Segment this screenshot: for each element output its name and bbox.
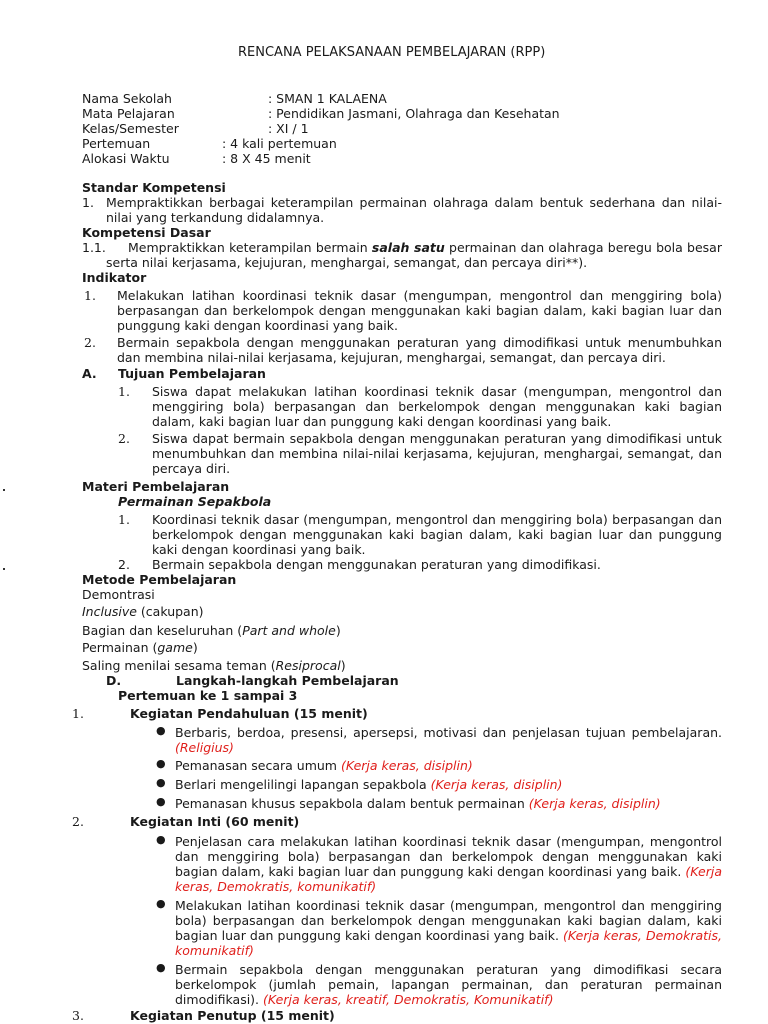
section-letter-d: D. bbox=[106, 673, 122, 688]
bullet-icon: ● bbox=[156, 724, 166, 737]
identity-value: : Pendidikan Jasmani, Olahraga dan Kesehatan bbox=[268, 106, 560, 121]
identity-label: Pertemuan bbox=[82, 136, 151, 151]
bullet-icon: ● bbox=[156, 757, 166, 770]
metode-item-italic: Inclusive bbox=[82, 604, 137, 619]
identity-label: Kelas/Semester bbox=[82, 121, 179, 136]
margin-mark bbox=[3, 489, 5, 491]
section-heading-indikator: Indikator bbox=[82, 270, 147, 285]
value-tag: (Kerja keras, kreatif, Demokratis, Komunikatif) bbox=[263, 992, 554, 1007]
kegiatan-heading-pendahuluan: Kegiatan Pendahuluan (15 menit) bbox=[130, 706, 368, 721]
kegiatan-number: 2. bbox=[72, 814, 84, 829]
inti-item-text: Melakukan latihan koordinasi teknik dasar (mengumpan, mengontrol dan menggiring bola) berpasangan dan berkelompok dengan menggunakan kaki bagian dalam, kaki bagian luar dan punggung kaki dengan koordinasi yang baik. bbox=[175, 898, 722, 943]
metode-item bbox=[82, 640, 198, 655]
section-heading-sk: Standar Kompetensi bbox=[82, 180, 226, 195]
value-tag: (Kerja keras, Demokratis, komunikatif) bbox=[175, 928, 722, 958]
value-tag: (Religius) bbox=[175, 740, 234, 755]
metode-item-text: ) bbox=[340, 658, 346, 673]
kegiatan-number: 1. bbox=[72, 706, 84, 721]
bullet-icon: ● bbox=[156, 961, 166, 974]
identity-value: : XI / 1 bbox=[268, 121, 309, 136]
pertemuan-heading: Pertemuan ke 1 sampai 3 bbox=[118, 688, 298, 703]
metode-item bbox=[82, 623, 341, 638]
section-heading-tujuan: Tujuan Pembelajaran bbox=[118, 366, 266, 381]
pendahuluan-item-text: Berlari mengelilingi lapangan sepakbola bbox=[175, 777, 431, 792]
kegiatan-number: 3. bbox=[72, 1008, 84, 1023]
kd-text-pre: Mempraktikkan keterampilan bermain bbox=[128, 240, 372, 255]
metode-item-italic: game bbox=[157, 640, 193, 655]
inti-item-text: Bermain sepakbola dengan menggunakan peraturan yang dimodifikasi secara berkelompok (jumlah pemain, lapangan permainan, dan peraturan permainan dimodifikasi). bbox=[175, 962, 722, 1007]
metode-item-text: ) bbox=[192, 640, 198, 655]
section-heading-langkah: Langkah-langkah Pembelajaran bbox=[176, 673, 399, 688]
section-heading-materi: Materi Pembelajaran bbox=[82, 479, 230, 494]
value-tag: (Kerja keras, disiplin) bbox=[430, 777, 563, 792]
identity-value: : SMAN 1 KALAENA bbox=[268, 91, 387, 106]
tujuan-number: 2. bbox=[118, 431, 130, 446]
sk-text: Mempraktikkan berbagai keterampilan permainan olahraga dalam bentuk sederhana dan nilai-nilai yang terkandung didalamnya. bbox=[106, 195, 722, 225]
pendahuluan-item bbox=[175, 725, 722, 755]
kd-text bbox=[106, 240, 722, 270]
kd-number: 1.1. bbox=[82, 240, 106, 255]
margin-mark bbox=[3, 568, 5, 570]
pendahuluan-item bbox=[175, 777, 562, 792]
metode-item-italic: Resiprocal bbox=[275, 658, 341, 673]
bullet-icon: ● bbox=[156, 776, 166, 789]
section-letter-a: A. bbox=[82, 366, 97, 381]
metode-item bbox=[82, 658, 346, 673]
inti-item bbox=[175, 962, 722, 1007]
kd-text-emphasis: salah satu bbox=[371, 240, 445, 255]
identity-value: : 8 X 45 menit bbox=[222, 151, 311, 166]
metode-item-text: Saling menilai sesama teman ( bbox=[82, 658, 276, 673]
tujuan-number: 1. bbox=[118, 384, 130, 399]
section-heading-metode: Metode Pembelajaran bbox=[82, 572, 237, 587]
materi-number: 1. bbox=[118, 512, 130, 527]
bullet-icon: ● bbox=[156, 833, 166, 846]
pendahuluan-item bbox=[175, 796, 661, 811]
indikator-text: Bermain sepakbola dengan menggunakan peraturan yang dimodifikasi untuk menumbuhkan dan membina nilai-nilai kerjasama, kejujuran, menghargai, semangat, dan percaya diri. bbox=[117, 335, 722, 365]
pendahuluan-item-text: Pemanasan khusus sepakbola dalam bentuk permainan bbox=[175, 796, 529, 811]
value-tag: (Kerja keras, disiplin) bbox=[528, 796, 661, 811]
pendahuluan-item-text: Berbaris, berdoa, presensi, apersepsi, motivasi dan penjelasan tujuan pembelajaran. bbox=[175, 725, 722, 740]
metode-item-text: ) bbox=[335, 623, 341, 638]
materi-text: Bermain sepakbola dengan menggunakan peraturan yang dimodifikasi. bbox=[152, 557, 601, 572]
value-tag: (Kerja keras, disiplin) bbox=[340, 758, 473, 773]
inti-item-text: Penjelasan cara melakukan latihan koordinasi teknik dasar (mengumpan, mengontrol dan menggiring bola) berpasangan dan berkelompok dengan menggunakan kaki bagian dalam, kaki bagian luar dan punggung kaki dengan koordinasi yang baik. bbox=[175, 834, 722, 879]
value-tag: (Kerja keras, Demokratis, komunikatif) bbox=[175, 864, 722, 894]
pendahuluan-item-text: Pemanasan secara umum bbox=[175, 758, 341, 773]
indikator-number: 2. bbox=[84, 335, 96, 350]
inti-item bbox=[175, 834, 722, 894]
metode-item-italic: Part and whole bbox=[242, 623, 336, 638]
kegiatan-heading-inti: Kegiatan Inti (60 menit) bbox=[130, 814, 300, 829]
materi-number: 2. bbox=[118, 557, 130, 572]
identity-label: Mata Pelajaran bbox=[82, 106, 175, 121]
identity-label: Alokasi Waktu bbox=[82, 151, 170, 166]
indikator-number: 1. bbox=[84, 288, 96, 303]
materi-subheading: Permainan Sepakbola bbox=[118, 494, 272, 509]
bullet-icon: ● bbox=[156, 795, 166, 808]
section-heading-kd: Kompetensi Dasar bbox=[82, 225, 211, 240]
metode-item: Demontrasi bbox=[82, 587, 155, 602]
tujuan-text: Siswa dapat melakukan latihan koordinasi teknik dasar (mengumpan, mengontrol dan menggiring bola) berpasangan dan berkelompok dengan menggunakan kaki bagian dalam, kaki bagian luar dan punggung kaki dengan koordinasi yang baik. bbox=[152, 384, 722, 429]
identity-value: : 4 kali pertemuan bbox=[222, 136, 337, 151]
sk-number: 1. bbox=[82, 195, 94, 210]
metode-item-text: Bagian dan keseluruhan ( bbox=[82, 623, 243, 638]
materi-text: Koordinasi teknik dasar (mengumpan, mengontrol dan menggiring bola) berpasangan dan berkelompok dengan menggunakan kaki bagian dalam, kaki bagian luar dan punggung kaki dengan koordinasi yang baik. bbox=[152, 512, 722, 557]
kd-text-post: permainan dan olahraga beregu bola besar serta nilai kerjasama, kejujuran, menghargai, semangat, dan percaya diri**). bbox=[106, 240, 722, 270]
indikator-text: Melakukan latihan koordinasi teknik dasar (mengumpan, mengontrol dan menggiring bola) berpasangan dan berkelompok dengan menggunakan kaki bagian dalam, kaki bagian luar dan punggung kaki dengan koordinasi yang baik. bbox=[117, 288, 722, 333]
pendahuluan-item bbox=[175, 758, 473, 773]
metode-item bbox=[82, 604, 204, 619]
metode-item-text: (cakupan) bbox=[136, 604, 204, 619]
identity-label: Nama Sekolah bbox=[82, 91, 172, 106]
tujuan-text: Siswa dapat bermain sepakbola dengan menggunakan peraturan yang dimodifikasi untuk menumbuhkan dan membina nilai-nilai kerjasama, kejujuran, menghargai, semangat, dan percaya diri. bbox=[152, 431, 722, 476]
kegiatan-heading-penutup: Kegiatan Penutup (15 menit) bbox=[130, 1008, 335, 1023]
metode-item-text: Permainan ( bbox=[82, 640, 158, 655]
bullet-icon: ● bbox=[156, 897, 166, 910]
page-title: RENCANA PELAKSANAAN PEMBELAJARAN (RPP) bbox=[238, 45, 546, 60]
inti-item bbox=[175, 898, 722, 958]
